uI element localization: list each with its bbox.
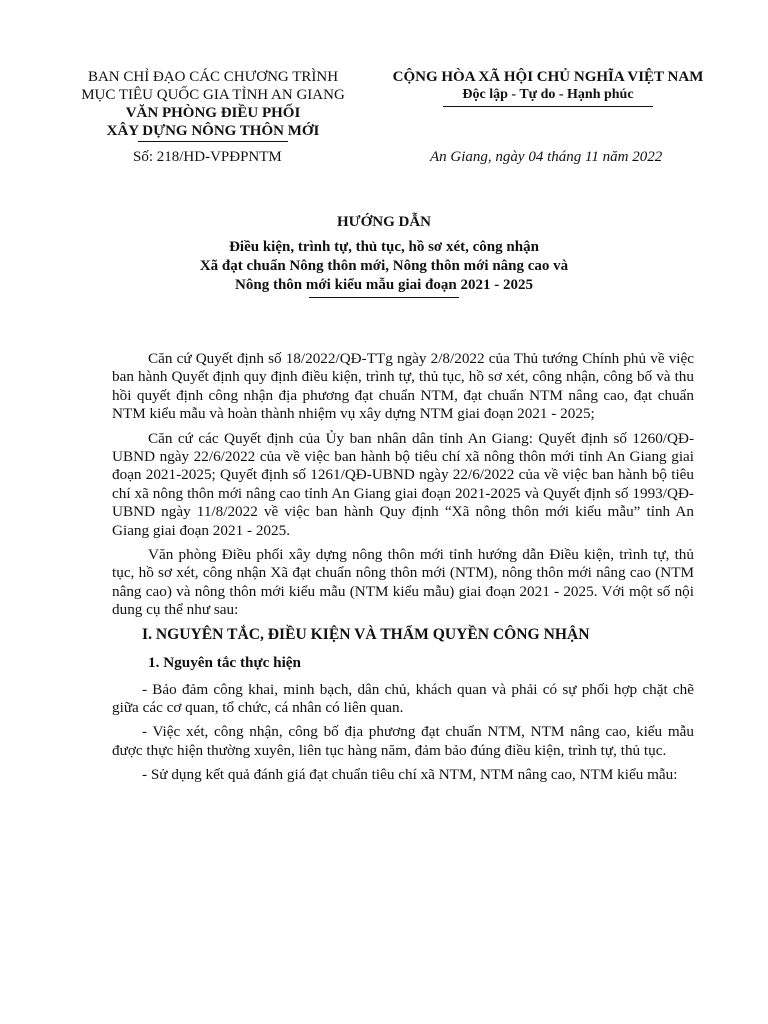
title-underline bbox=[309, 297, 459, 298]
document-type: HƯỚNG DẪN bbox=[336, 214, 432, 230]
issuing-agency-block bbox=[52, 68, 374, 142]
title-line-2: Điều kiện, trình tự, thủ tục, hồ sơ xét, công nhận bbox=[229, 239, 539, 255]
national-title: CỘNG HÒA XÃ HỘI CHỦ NGHĨA VIỆT NAM bbox=[392, 69, 704, 85]
legal-basis-paragraph-2: Căn cứ các Quyết định của Ủy ban nhân dân tỉnh An Giang: Quyết định số 1260/QĐ-UBND ngày 22/6/2022 của về việc ban hành bộ tiêu chí xã nông thôn mới tỉnh An Giang giai đoạn 2021-2025; Quyết định số 1261/QĐ-UBND ngày 22/6/2022 của về việc ban hành bộ tiêu chí xã nông thôn mới nâng cao tỉnh An Giang giai đoạn 2021-2025 và Quyết định số 1993/QĐ-UBND ngày 11/8/2022 về việc ban hành Quy định “Xã nông thôn mới kiểu mẫu” tỉnh An Giang giai đoạn 2021 - 2025. bbox=[112, 429, 694, 539]
legal-basis-paragraph-1: Căn cứ Quyết định số 18/2022/QĐ-TTg ngày 2/8/2022 của Thủ tướng Chính phủ về việc ban hành Quyết định quy định điều kiện, trình tự, thủ tục, hồ sơ xét, công nhận, công bố và thu hồi quyết định công nhận địa phương đạt chuẩn NTM, đạt chuẩn NTM nâng cao, đạt chuẩn NTM kiểu mẫu và hoàn thành nhiệm vụ xây dựng NTM giai đoạn 2021 - 2025; bbox=[112, 350, 694, 423]
title-line-4: Nông thôn mới kiểu mẫu giai đoạn 2021 - 2025 bbox=[235, 277, 533, 293]
document-body bbox=[112, 350, 694, 791]
national-motto: Độc lập - Tự do - Hạnh phúc bbox=[462, 87, 634, 102]
section-heading-1: I. NGUYÊN TẮC, ĐIỀU KIỆN VÀ THẨM QUYỀN CÔNG NHẬN bbox=[142, 625, 590, 643]
principle-item-1: - Bảo đảm công khai, minh bạch, dân chủ, khách quan và phải có sự phối hợp chặt chẽ giữa các cơ quan, tổ chức, cá nhân có liên quan. bbox=[112, 680, 694, 716]
motto-underline bbox=[443, 106, 653, 107]
principle-item-3: - Sử dụng kết quả đánh giá đạt chuẩn tiêu chí xã NTM, NTM nâng cao, NTM kiểu mẫu: bbox=[142, 766, 678, 784]
agency-line-2: MỤC TIÊU QUỐC GIA TỈNH AN GIANG bbox=[81, 87, 345, 103]
principle-item-2: - Việc xét, công nhận, công bố địa phương đạt chuẩn NTM, NTM nâng cao, kiểu mẫu được thực hiện thường xuyên, liên tục hàng năm, đảm bảo đúng điều kiện, trình tự, thủ tục. bbox=[112, 723, 694, 759]
national-header-block bbox=[378, 68, 718, 107]
document-number: Số: 218/HD-VPĐPNTM bbox=[133, 149, 282, 165]
agency-line-3: VĂN PHÒNG ĐIỀU PHỐI bbox=[125, 105, 301, 121]
place-and-date: An Giang, ngày 04 tháng 11 năm 2022 bbox=[430, 149, 663, 165]
title-line-3: Xã đạt chuẩn Nông thôn mới, Nông thôn mới nâng cao và bbox=[199, 258, 569, 274]
agency-line-1: BAN CHỈ ĐẠO CÁC CHƯƠNG TRÌNH bbox=[87, 69, 339, 85]
agency-underline bbox=[138, 141, 288, 142]
subsection-heading-1: 1. Nguyên tắc thực hiện bbox=[148, 654, 301, 672]
document-title-block bbox=[60, 213, 708, 298]
intro-paragraph: Văn phòng Điều phối xây dựng nông thôn mới tỉnh hướng dẫn Điều kiện, trình tự, thủ tục, hồ sơ xét, công nhận Xã đạt chuẩn nông thôn mới (NTM), nông thôn mới nâng cao (NTM nâng cao) và nông thôn mới kiểu mẫu (NTM kiểu mẫu) giai đoạn 2021 - 2025. Với một số nội dung cụ thể như sau: bbox=[112, 546, 694, 619]
agency-line-4: XÂY DỰNG NÔNG THÔN MỚI bbox=[106, 123, 320, 139]
